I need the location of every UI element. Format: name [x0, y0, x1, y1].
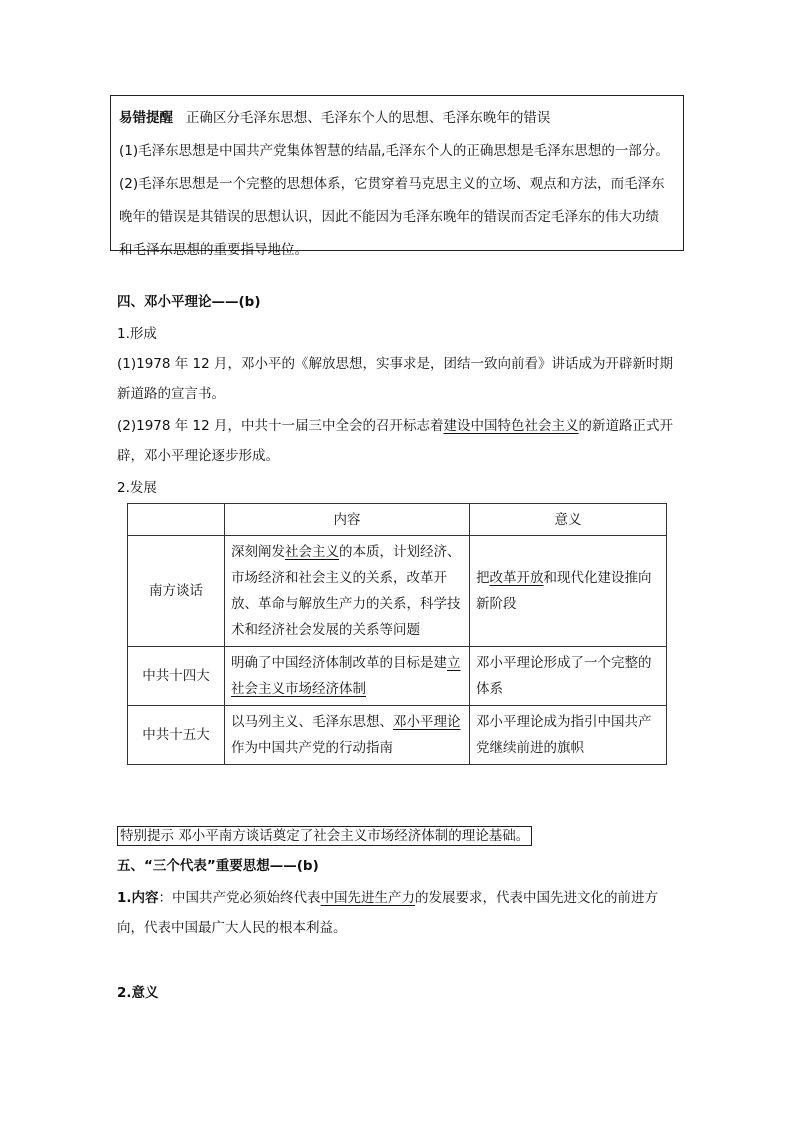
row-content [225, 536, 470, 647]
row-content-underlined: 邓小平理论 [393, 714, 461, 730]
row-content-post: 作为中国共产党的行动指南 [231, 740, 393, 756]
section5-content-line1 [117, 888, 658, 908]
row-content [225, 647, 470, 706]
table-header-content: 内容 [225, 504, 470, 536]
tip-paragraph-2b: 晚年的错误是其错误的思想认识，因此不能因为毛泽东晚年的错误而否定毛泽东的伟大功绩 [119, 209, 659, 225]
special-tip: 特别提示 邓小平南方谈话奠定了社会主义市场经济体制的理论基础。 [117, 826, 532, 846]
row-content-post: 的本质，计划经济、市场经济和社会主义的关系，改革开放、革命与解放生产力的关系，科学技术和经济社会发展的关系等问题 [231, 544, 461, 638]
table-row [128, 706, 667, 765]
tip-heading [119, 102, 673, 135]
row-meaning: 邓小平理论成为指引中国共产党继续前进的旗帜 [470, 706, 667, 765]
tip-title: 易错提醒 [119, 110, 173, 126]
formation-p1-line2: 新道路的宣言书。 [117, 386, 225, 402]
row-content-underlined: 社会主义 [285, 544, 339, 560]
table-header-row [128, 504, 667, 536]
tip-paragraph-2c: 和毛泽东思想的重要指导地位。 [119, 242, 308, 258]
table-header-blank [128, 504, 225, 536]
row-content-pre: 深刻阐发 [231, 544, 285, 560]
row-name: 南方谈话 [128, 536, 225, 647]
tip-paragraph-2a: (2)毛泽东思想是一个完整的思想体系，它贯穿着马克思主义的立场、观点和方法，而毛泽东 [119, 176, 665, 192]
section4-heading: 四、邓小平理论——(b) [117, 294, 261, 310]
significance-label: 2.意义 [117, 985, 159, 1001]
tip-paragraph-1: (1)毛泽东思想是中国共产党集体智慧的结晶,毛泽东个人的正确思想是毛泽东思想的一部分。 [119, 143, 669, 159]
section5-content-underlined: 中国先进生产力 [320, 890, 416, 906]
error-tip-box [110, 95, 684, 258]
row-content [225, 706, 470, 765]
row-meaning-pre: 把 [476, 570, 490, 586]
row-content-pre: 明确了中国经济体制改革的目标是建 [231, 655, 447, 671]
formation-p1-line1: (1)1978 年 12 月，邓小平的《解放思想，实事求是，团结一致向前看》讲话成为开辟新时期 [117, 356, 674, 372]
row-meaning [470, 536, 667, 647]
row-content-pre: 以马列主义、毛泽东思想、 [231, 714, 393, 730]
formation-p2-post: 的新道路正式开 [578, 418, 674, 434]
formation-p2-underlined: 建设中国特色社会主义 [443, 418, 579, 434]
formation-label: 1.形成 [117, 326, 157, 342]
row-meaning-post: 和现代化建设推向新阶段 [476, 570, 652, 612]
formation-p2-line1 [117, 416, 673, 436]
row-content-underlined: 立社会主义市场经济体制 [231, 655, 461, 697]
section5-heading: 五、“三个代表”重要思想——(b) [117, 858, 319, 874]
row-meaning: 邓小平理论形成了一个完整的体系 [470, 647, 667, 706]
section5-content-label: 1.内容 [117, 890, 159, 906]
row-name: 中共十四大 [128, 647, 225, 706]
table-row [128, 647, 667, 706]
development-label: 2.发展 [117, 480, 157, 496]
section5-content-pre: ：中国共产党必须始终代表 [158, 890, 321, 906]
table-header-meaning: 意义 [470, 504, 667, 536]
table-row [128, 536, 667, 647]
section5-content-post: 的发展要求，代表中国先进文化的前进方 [415, 890, 659, 906]
formation-p2-line2: 辟，邓小平理论逐步形成。 [117, 448, 279, 464]
tip-subtitle: 正确区分毛泽东思想、毛泽东个人的思想、毛泽东晚年的错误 [185, 110, 551, 126]
row-name: 中共十五大 [128, 706, 225, 765]
section5-content-line2: 向，代表中国最广大人民的根本利益。 [117, 920, 347, 936]
row-meaning-underlined: 改革开放 [489, 570, 544, 586]
development-table [127, 503, 667, 765]
formation-p2-pre: (2)1978 年 12 月，中共十一届三中全会的召开标志着 [117, 418, 444, 434]
